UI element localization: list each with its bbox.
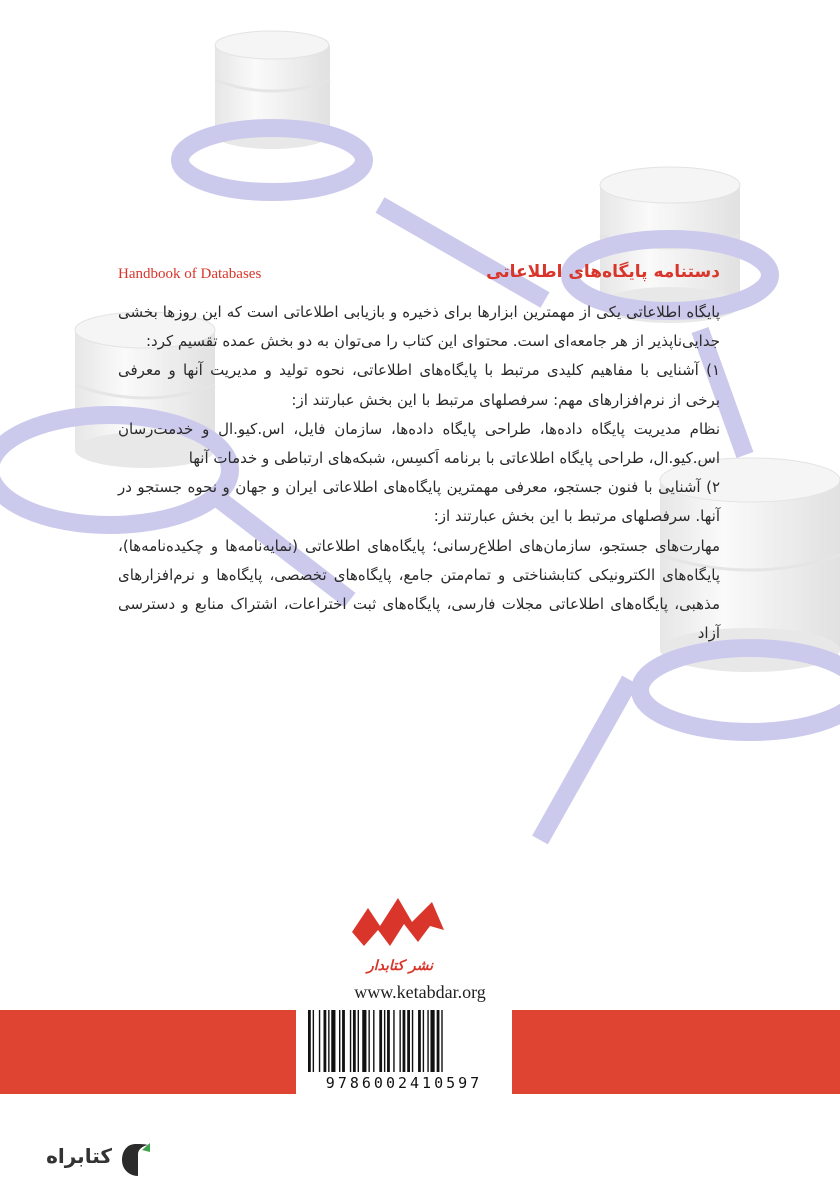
description-paragraph: ۱) آشنایی با مفاهیم کلیدی مرتبط با پایگاه‌های اطلاعاتی، نحوه تولید و مدیریت آنها و معرفی برخی از نرم‌افزارهای مهم: سرفصلهای مرتبط با این بخش عبارتند از:: [118, 361, 720, 409]
barcode-bar: [368, 1010, 369, 1072]
publisher-logo-text: نشر کتابدار: [366, 958, 434, 974]
barcode-bar: [319, 1010, 320, 1072]
barcode-bar: [418, 1010, 421, 1072]
barcode-bar: [441, 1010, 442, 1072]
description-paragraph: مهارت‌های جستجو، سازمان‌های اطلاع‌رسانی؛ پایگاه‌های اطلاعاتی (نمایه‌نامه‌ها و چکیده‌نامه‌ها)، پایگاه‌های الکترونیکی کتابشناختی و تمام‌متن جامع، پایگاه‌های تخصصی، پایگاه‌ها و نرم‌افزارهای مذهبی، پایگاه‌های اطلاعاتی مجلات فارسی، پایگاه‌های ثبت اختراعات، اشتراک منابع و دسترسی آزاد: [118, 536, 720, 643]
barcode-bar: [350, 1010, 351, 1072]
book-title-english: Handbook of Databases: [118, 266, 262, 282]
barcode-bars: [304, 1010, 504, 1072]
description-paragraph: پایگاه اطلاعاتی یکی از مهمترین ابزارها برای ذخیره و بازیابی اطلاعاتی است که این روزها بخشی جدایی‌ناپذیر از هر جامعه‌ای است. محتوای این کتاب را می‌توان به دو بخش عمده تقسیم کرد:: [118, 303, 720, 351]
barcode-bar: [353, 1010, 356, 1072]
book-title-persian: دستنامه پایگاه‌های اطلاعاتی: [486, 262, 720, 282]
barcode-bar: [373, 1010, 374, 1072]
barcode-bar: [399, 1010, 400, 1072]
barcode-bar: [379, 1010, 382, 1072]
barcode-bar: [358, 1010, 359, 1072]
barcode-bar: [328, 1010, 329, 1072]
barcode-bar: [387, 1010, 390, 1072]
description-paragraph: ۲) آشنایی با فنون جستجو، معرفی مهمترین پایگاه‌های اطلاعاتی ایران و جهان و نحوه جستجو در آنها. سرفصلهای مرتبط با این بخش عبارتند از:: [118, 478, 720, 526]
ketabrah-wordmark: کتابراه: [46, 1144, 112, 1168]
publisher-website: www.ketabdar.org: [354, 982, 486, 1002]
barcode-bar: [308, 1010, 311, 1072]
barcode-bar: [362, 1010, 366, 1072]
publisher-logo: [340, 890, 460, 985]
description-paragraph: نظام مدیریت پایگاه داده‌ها، طراحی پایگاه داده‌ها، سازمان فایل، اس.کیو.ال و خدمت‌رسان اس.کیو.ال، طراحی پایگاه اطلاعاتی با برنامه اَکسِس، شبکه‌های ارتباطی و خدمات آنها: [118, 419, 720, 468]
barcode-bar: [430, 1010, 434, 1072]
book-description: [118, 298, 720, 648]
barcode-bar: [403, 1010, 406, 1072]
barcode-bar: [339, 1010, 340, 1072]
barcode-bar: [313, 1010, 314, 1072]
barcode-bar: [331, 1010, 335, 1072]
barcode-bar: [423, 1010, 424, 1072]
barcode-bar: [393, 1010, 394, 1072]
barcode: [296, 1002, 512, 1096]
barcode-bar: [412, 1010, 413, 1072]
ketabrah-logo-icon: [116, 1140, 156, 1180]
barcode-bar: [437, 1010, 440, 1072]
isbn-number: 9786002410597: [325, 1074, 483, 1092]
ketabrah-brand[interactable]: [30, 1140, 170, 1180]
barcode-bar: [342, 1010, 345, 1072]
barcode-bar: [427, 1010, 428, 1072]
barcode-bar: [384, 1010, 385, 1072]
barcode-bar: [407, 1010, 410, 1072]
barcode-bar: [324, 1010, 327, 1072]
